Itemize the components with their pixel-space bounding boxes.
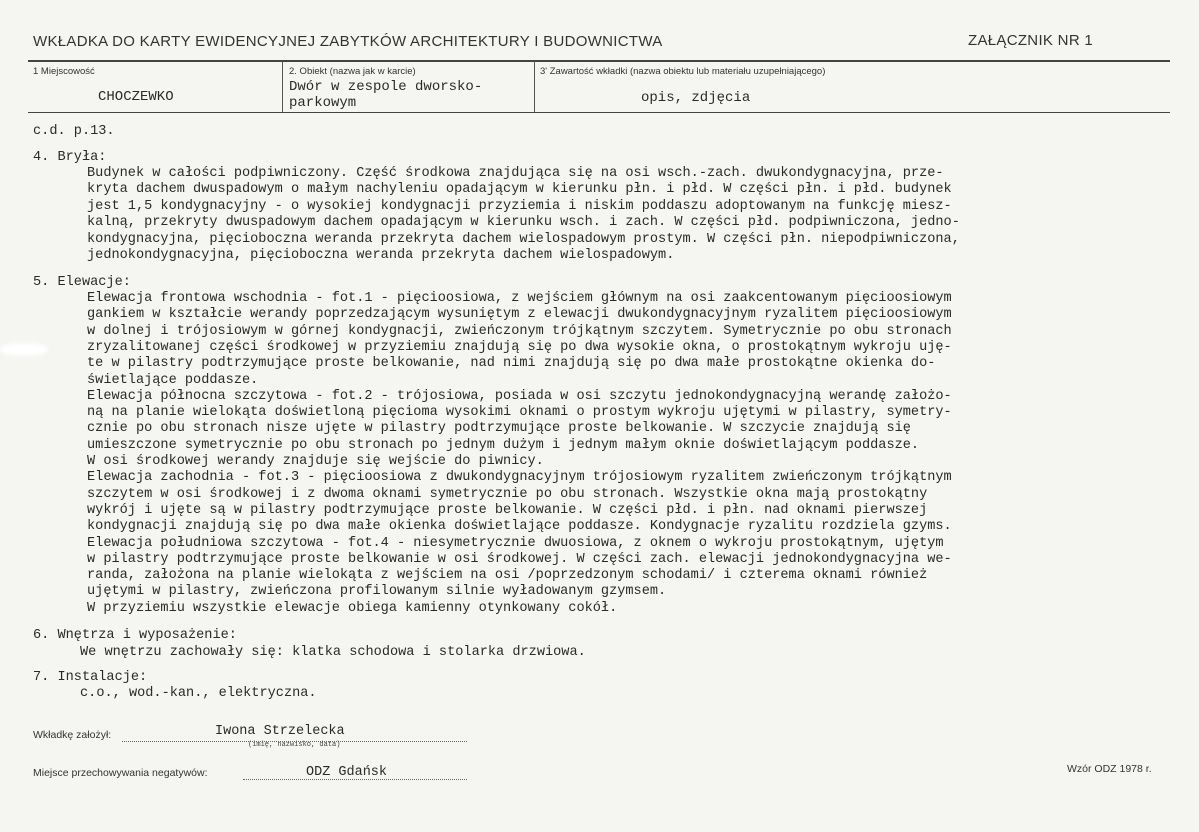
author-hint: (imię, nazwisko, data) [248, 741, 341, 749]
section-heading: 5. Elewacje: [33, 275, 131, 290]
text-line: gankiem w kształcie werandy poprzedzającym wysuniętym z elewacji dwukondygnacyjnym ryzalitem pięcioosiowym [87, 307, 952, 323]
text-line: Elewacja północna szczytowa - fot.2 - trójosiowa, posiada w osi szczytu jednokondygnacyjną werandę założo- [87, 388, 952, 404]
object-value-line1: Dwór w zespole dworsko- [289, 79, 483, 95]
header-bottom-rule [28, 112, 1170, 113]
text-line: te w pilastry podtrzymujące proste belkowanie, nad nimi znajdują się po dwa małe prostokątne okienka do- [87, 356, 936, 372]
annex-number: ZAŁĄCZNIK NR 1 [968, 32, 1094, 49]
text-line: w dolnej i trójosiowym w górnej kondygnacji, zwieńczonym trójkątnym szczytem. Symetrycznie po obu stronach [87, 323, 952, 339]
section-heading: 7. Instalacje: [33, 670, 148, 685]
text-line: Budynek w całości podpiwniczony. Część środkowa znajdująca się na osi wsch.-zach. dwukondygnacyjna, prze- [87, 166, 944, 181]
text-line: randa, założona na planie wielokąta z wejściem na osi /poprzedzonym schodami/ i czterema oknami również [87, 568, 928, 584]
text-line: Elewacja południowa szczytowa - fot.4 - niesymetrycznie dwuosiowa, z oknem o wykroju prostokątnym, ujętym [87, 535, 944, 551]
text-line: ną na planie wielokąta doświetloną pięcioma wysokimi oknami o prostym wykroju ujętymi w pilastry, symetry- [87, 405, 952, 421]
header-top-rule [28, 60, 1170, 62]
text-line: W osi środkowej werandy znajduje się wejście do piwnicy. [87, 454, 544, 469]
text-line: jednokondygnacyjna, pięcioboczna weranda przekryta dachem wielospadowym. [87, 248, 675, 263]
section-heading: 6. Wnętrza i wyposażenie: [33, 628, 237, 643]
text-line: szczytem w osi środkowej i z dwoma oknami symetrycznie po obu stronach. Wszystkie okna mają prostokątny [87, 486, 928, 502]
text-line: jest 1,5 kondygnacyjny - o wysokiej kondygnacji przyziemia i niskim poddaszu adoptowanym na funkcję miesz- [87, 198, 952, 214]
paper-blemish [0, 343, 48, 356]
content-label: 3' Zawartość wkładki (nazwa obiektu lub materiału uzupełniającego) [540, 66, 826, 77]
text-line: cznie po obu stronach nisze ujęte w pilastry podtrzymujące proste belkowanie. W szczycie znajdują się [87, 421, 911, 437]
field-divider-1 [282, 61, 283, 112]
text-line: kondygnacji znajdują się po dwa małe okienka doświetlające poddasze. Kondygnacje ryzalitu rozdziela gzyms. [87, 519, 952, 535]
text-line: kryta dachem dwuspadowym o małym nachyleniu opadającym w kierunku płn. i płd. W części płn. i płd. budynek [87, 182, 952, 198]
object-label: 2. Obiekt (nazwa jak w karcie) [289, 66, 416, 77]
storage-value: ODZ Gdańsk [306, 765, 388, 780]
text-line: świetlające poddasze. [87, 372, 259, 388]
text-line: wykrój i ujęte są w pilastry podtrzymujące proste belkowanie. W części płd. i płn. nad oknami pierwszej [87, 502, 928, 518]
storage-label: Miejsce przechowywania negatywów: [33, 767, 208, 779]
text-line: zryzalitowanej części środkowej w przyziemiu znajdują się po dwa wysokie okna, o prostokątnym wykroju uję- [87, 339, 952, 355]
text-line: kalną, przekryty dwuspadowym dachem opadającym w kierunku wsch. i zach. W części płd. podpiwniczona, jedno- [87, 215, 960, 231]
text-line: w pilastry podtrzymujące proste belkowanie w osi środkowej. W części zach. elewacji jednokondygnacyjna we- [87, 551, 952, 567]
author-label: Wkładkę założył: [33, 729, 112, 741]
field-divider-2 [534, 61, 535, 112]
text-line: Elewacja frontowa wschodnia - fot.1 - pięcioosiowa, z wejściem głównym na osi zaakcentowanym pięcioosiowym [87, 291, 952, 306]
section-heading: 4. Bryła: [33, 150, 107, 165]
text-line: c.o., wod.-kan., elektryczna. [80, 686, 317, 701]
template-note: Wzór ODZ 1978 r. [1067, 763, 1152, 775]
locality-label: 1 Miejscowość [33, 66, 95, 77]
text-line: Elewacja zachodnia - fot.3 - pięcioosiowa z dwukondygnacyjnym trójosiowym ryzalitem zwieńczonym trójkątnym [87, 470, 952, 486]
continuation-note: c.d. p.13. [33, 124, 115, 139]
text-line: kondygnacyjna, pięcioboczna weranda przekryta dachem wielospadowym prostym. W części płn. niepodpiwniczona, [87, 231, 960, 247]
text-line: We wnętrzu zachowały się: klatka schodowa i stolarka drzwiowa. [80, 645, 586, 660]
text-line: ujętymi w pilastry, zwieńczona profilowanym silnie wyładowanym gzymsem. [87, 584, 667, 600]
content-value: opis, zdjęcia [641, 90, 751, 106]
form-title: WKŁADKA DO KARTY EWIDENCYJNEJ ZABYTKÓW ARCHITEKTURY I BUDOWNICTWA [33, 33, 663, 50]
text-line: umieszczone symetrycznie po obu stronach po jednym dużym i jednym małym oknie doświetlającym poddasze. [87, 437, 920, 453]
object-value-line2: parkowym [289, 95, 357, 111]
locality-value: CHOCZEWKO [98, 89, 174, 105]
author-value: Iwona Strzelecka [215, 724, 345, 739]
text-line: W przyziemiu wszystkie elewacje obiega kamienny otynkowany cokół. [87, 600, 618, 616]
